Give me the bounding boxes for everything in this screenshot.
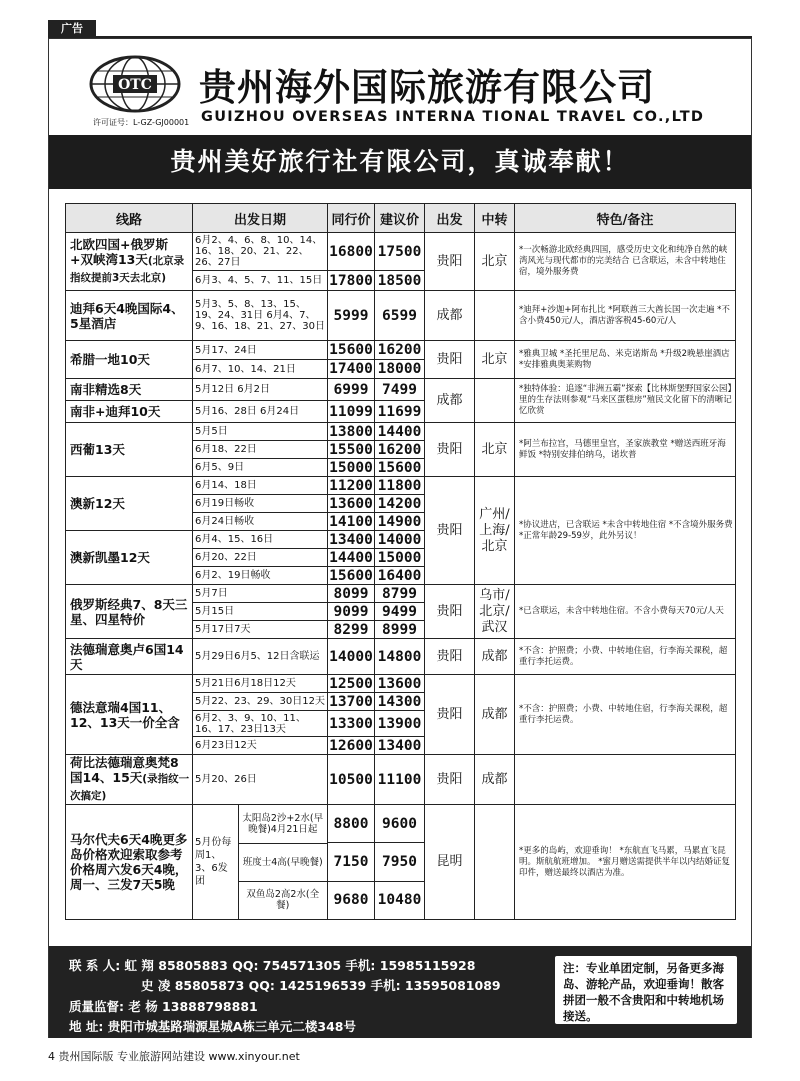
depart-city: 贵阳 xyxy=(425,477,475,585)
table-row xyxy=(66,341,736,360)
table-row xyxy=(66,423,736,441)
suggest-price: 16400 xyxy=(375,567,425,585)
depart-city: 贵阳 xyxy=(425,341,475,379)
date-cell: 5月17日7天 xyxy=(193,621,328,639)
date-cell: 6月2、4、6、8、10、14、16、18、20、21、22、26、27日 xyxy=(193,233,328,271)
depart-city: 贵阳 xyxy=(425,423,475,477)
route-cell: 俄罗斯经典7、8天三星、四星特价 xyxy=(66,585,193,639)
col-transfer: 中转 xyxy=(475,204,515,233)
table-row xyxy=(66,805,736,843)
trade-price: 12600 xyxy=(329,737,373,754)
trade-price: 13700 xyxy=(329,693,373,710)
note-cell: *雅典卫城 *圣托里尼岛、米克诺斯岛 *升级2晚悬崖酒店 *安排雅典奥莱购物 xyxy=(515,341,736,379)
suggest-price: 18500 xyxy=(375,271,425,291)
transfer-city xyxy=(475,379,515,423)
route-cell: 迪拜6天4晚国际4、5星酒店 xyxy=(66,291,193,341)
trade-price: 15600 xyxy=(329,342,373,358)
permit-number: 许可证号：L-GZ-GJ00001 xyxy=(93,118,190,127)
ad-label: 广告 xyxy=(48,20,96,37)
island-option: 双鱼岛2高2水(全餐) xyxy=(246,889,320,912)
route-cell: 德法意瑞4国11、12、13天一价全含 xyxy=(66,675,193,755)
suggest-price: 14900 xyxy=(375,513,425,531)
contact-footer xyxy=(49,946,751,1038)
transfer-city: 成都 xyxy=(475,639,515,675)
suggest-price: 7950 xyxy=(375,843,425,881)
route-cell: 南非精选8天 xyxy=(66,379,193,401)
transfer-city: 北京 xyxy=(475,233,515,291)
date-cell: 5月29日6月5、12日含联运 xyxy=(193,639,328,675)
trade-price: 8099 xyxy=(328,585,375,603)
suggest-price: 9600 xyxy=(375,805,425,843)
suggest-price: 15000 xyxy=(375,549,425,567)
date-cell: 5月15日 xyxy=(193,603,328,621)
trade-price: 14400 xyxy=(329,549,373,566)
suggest-price: 13900 xyxy=(375,711,425,737)
table-row xyxy=(66,291,736,341)
table-header-row xyxy=(66,204,736,233)
suggest-price: 18000 xyxy=(375,360,425,379)
note-cell: *阿兰布拉宫，马德里皇宫，圣家族教堂 *赠送西班牙海鲜饭 *特别安排伯纳乌，诺坎普 xyxy=(515,423,736,477)
notice-box: 注：专业单团定制，另备更多海岛、游轮产品，欢迎垂询！散客拼团一般不含贵阳和中转地机场接送。 xyxy=(555,956,737,1024)
date-cell: 5月21日6月18日12天 xyxy=(193,675,328,693)
table-row xyxy=(66,585,736,603)
trade-price: 15000 xyxy=(329,459,373,476)
depart-city: 昆明 xyxy=(425,805,475,920)
date-cell: 5月3、5、8、13、15、19、24、31日 6月4、7、9、16、18、21、27、30日 xyxy=(193,291,328,341)
note-cell: *协议进店，已含联运 *未含中转地住宿 *不含境外服务费 *正常年龄29-59岁，此外另议！ xyxy=(515,477,736,585)
table-row xyxy=(66,639,736,675)
suggest-price: 17500 xyxy=(375,233,425,271)
date-cell: 5月12日 6月2日 xyxy=(193,379,328,401)
company-header xyxy=(49,39,751,135)
date-cell: 5月22、23、29、30日12天 xyxy=(193,693,328,711)
date-cell: 6月19日畅收 xyxy=(193,495,328,513)
tour-price-table xyxy=(65,203,736,920)
address: 地 址: 贵阳市城基路瑞源星城A栋三单元二楼348号 xyxy=(69,1019,356,1034)
route-cell: 北欧四国+俄罗斯+双峡湾13天(北京录指纹提前3天去北京) xyxy=(66,233,193,291)
suggest-price: 8799 xyxy=(375,585,425,603)
depart-city: 贵阳 xyxy=(425,675,475,755)
route-cell: 马尔代夫6天4晚更多岛价格欢迎索取参考价格周六发6天4晚，周一、三发7天5晚 xyxy=(66,805,193,920)
transfer-city: 成都 xyxy=(475,675,515,755)
island-option: 太阳岛2沙+2水(早晚餐)4月21日起 xyxy=(238,805,327,843)
date-cell: 5月17、24日 xyxy=(193,341,328,360)
depart-city: 贵阳 xyxy=(425,639,475,675)
date-cell: 6月7、10、14、21日 xyxy=(193,360,328,379)
trade-price: 17800 xyxy=(329,272,373,289)
trade-price: 8299 xyxy=(328,621,375,639)
date-cell: 5月20、26日 xyxy=(193,755,328,805)
trade-price: 9099 xyxy=(328,603,375,621)
table-row xyxy=(66,755,736,805)
note-cell: *独特体验：追逐“非洲五霸”探索【比林斯堡野国家公园】里的生存法则参观“马来区蛋糕房”殖民文化留下的清晰记忆欣赏 xyxy=(515,379,736,423)
col-notes: 特色/备注 xyxy=(515,204,736,233)
trade-price: 14100 xyxy=(329,513,373,530)
transfer-city: 成都 xyxy=(475,755,515,805)
date-cell: 5月7日 xyxy=(193,585,328,603)
suggest-price: 16200 xyxy=(375,341,425,360)
trade-price: 9680 xyxy=(328,881,375,919)
date-cell: 6月4、15、16日 xyxy=(193,531,328,549)
transfer-city: 广州/上海/北京 xyxy=(475,477,515,585)
trade-price: 14000 xyxy=(328,639,375,675)
contact-line: 联 系 人: 虹 翔 85805883 QQ: 754571305 手机: 15985115928 xyxy=(69,958,476,973)
route-cell: 希腊一地10天 xyxy=(66,341,193,379)
suggest-price: 13600 xyxy=(375,675,425,693)
trade-price: 13800 xyxy=(329,423,373,440)
contact-line: 史 凌 85805873 QQ: 1425196539 手机: 13595081089 xyxy=(141,978,501,993)
route-cell: 澳新12天 xyxy=(66,477,193,531)
suggest-price: 13400 xyxy=(375,737,425,755)
route-cell: 澳新凯墨12天 xyxy=(66,531,193,585)
logo-text: OTC xyxy=(118,77,152,93)
trade-price: 13300 xyxy=(328,711,375,737)
depart-city: 成都 xyxy=(425,379,475,423)
date-cell: 6月14、18日 xyxy=(193,477,328,495)
ad-frame xyxy=(48,38,752,1038)
route-cell: 西葡13天 xyxy=(66,423,193,477)
depart-city: 贵阳 xyxy=(425,233,475,291)
island-option: 班度士4高(早晚餐) xyxy=(238,843,327,881)
col-suggest-price: 建议价 xyxy=(375,204,425,233)
date-cell: 6月5、9日 xyxy=(193,459,328,477)
table-row xyxy=(66,233,736,271)
trade-price: 13400 xyxy=(329,531,373,548)
trade-price: 11099 xyxy=(328,401,375,423)
date-cell: 6月2、19日畅收 xyxy=(193,567,328,585)
table-row xyxy=(66,379,736,401)
suggest-price: 16200 xyxy=(375,441,425,459)
suggest-price: 14800 xyxy=(375,639,425,675)
col-route: 线路 xyxy=(66,204,193,233)
suggest-price: 8999 xyxy=(375,621,425,639)
suggest-price: 10480 xyxy=(375,881,425,919)
transfer-city: 乌市/北京/武汉 xyxy=(475,585,515,639)
trade-price: 17400 xyxy=(329,361,373,377)
route-cell: 荷比法德瑞意奥梵8国14、15天(录指纹一次搞定) xyxy=(66,755,193,805)
suggest-price: 14200 xyxy=(375,495,425,513)
trade-price: 11200 xyxy=(329,477,373,494)
note-cell: *不含：护照费；小费、中转地住宿，行李海关课税，超重行李托运费。 xyxy=(515,639,736,675)
note-cell: *一次畅游北欧经典四国，感受历史文化和纯净自然的峡湾风光与现代都市的完美结合 已含联运，未含中转地住宿，境外服务费 xyxy=(515,233,736,291)
note-cell: *迪拜+沙迦+阿布扎比 *阿联酋三大酋长国一次走遍 *不含小费450元/人，酒店游客税45-60元/人 xyxy=(515,291,736,341)
col-date: 出发日期 xyxy=(193,204,328,233)
note-cell: *已含联运，未含中转地住宿。不含小费每天70元/人天 xyxy=(515,585,736,639)
globe-logo-icon xyxy=(89,55,181,113)
trade-price: 15500 xyxy=(329,441,373,458)
date-cell: 6月2、3、9、10、11、16、17、23日13天 xyxy=(193,711,328,737)
suggest-price: 7499 xyxy=(375,379,425,401)
page-footer: 4 贵州国际版 专业旅游网站建设 www.xinyour.net xyxy=(48,1050,300,1063)
departure-schedule: 5月份每周1、3、6发团 xyxy=(193,805,238,919)
suggest-price: 14000 xyxy=(375,531,425,549)
slogan-banner: 贵州美好旅行社有限公司，真诚奉献！ xyxy=(49,135,751,189)
suggest-price: 14300 xyxy=(375,693,425,711)
transfer-city: 北京 xyxy=(475,341,515,379)
depart-city: 贵阳 xyxy=(425,585,475,639)
note-cell: *更多的岛屿，欢迎垂询！ *东航直飞马累，马累直飞昆明。斯航航班增加。 *蜜月赠送需提供半年以内结婚证复印件，赠送最终以酒店为准。 xyxy=(515,805,736,920)
transfer-city: 北京 xyxy=(475,423,515,477)
depart-city: 成都 xyxy=(425,291,475,341)
table-row xyxy=(66,477,736,495)
date-cell: 6月18、22日 xyxy=(193,441,328,459)
quality-supervisor: 质量监督: 老 杨 13888798881 xyxy=(69,999,258,1014)
trade-price: 16800 xyxy=(328,233,375,271)
col-trade-price: 同行价 xyxy=(328,204,375,233)
transfer-city xyxy=(475,805,515,920)
trade-price: 5999 xyxy=(328,291,375,341)
depart-city: 贵阳 xyxy=(425,755,475,805)
company-name-en: GUIZHOU OVERSEAS INTERNA TIONAL TRAVEL CO.,LTD xyxy=(201,109,705,125)
suggest-price: 11699 xyxy=(375,401,425,423)
col-depart: 出发 xyxy=(425,204,475,233)
trade-price: 8800 xyxy=(328,805,375,843)
suggest-price: 15600 xyxy=(375,459,425,477)
trade-price: 6999 xyxy=(328,379,375,401)
date-cell: 6月24日畅收 xyxy=(193,513,328,531)
date-cell: 6月23日12天 xyxy=(193,737,328,755)
table-row xyxy=(66,675,736,693)
route-cell: 南非+迪拜10天 xyxy=(66,401,193,423)
date-cell: 6月20、22日 xyxy=(193,549,328,567)
suggest-price: 14400 xyxy=(375,423,425,441)
suggest-price: 11800 xyxy=(375,477,425,495)
trade-price: 15600 xyxy=(329,567,373,584)
maldives-subtable xyxy=(193,805,327,919)
trade-price: 10500 xyxy=(328,755,375,805)
note-cell: *不含：护照费；小费、中转地住宿，行李海关课税，超重行李托运费。 xyxy=(515,675,736,755)
date-cell: 5月5日 xyxy=(193,423,328,441)
trade-price: 7150 xyxy=(328,843,375,881)
note-cell xyxy=(515,755,736,805)
company-name-cn: 贵州海外国际旅游有限公司 xyxy=(199,65,655,109)
date-cell xyxy=(193,805,328,920)
trade-price: 13600 xyxy=(329,495,373,512)
suggest-price: 9499 xyxy=(375,603,425,621)
suggest-price: 6599 xyxy=(375,291,425,341)
date-cell: 6月3、4、5、7、11、15日 xyxy=(193,271,328,291)
transfer-city xyxy=(475,291,515,341)
trade-price: 12500 xyxy=(329,675,373,692)
suggest-price: 11100 xyxy=(375,755,425,805)
date-cell: 5月16、28日 6月24日 xyxy=(193,401,328,423)
route-cell: 法德瑞意奥卢6国14天 xyxy=(66,639,193,675)
